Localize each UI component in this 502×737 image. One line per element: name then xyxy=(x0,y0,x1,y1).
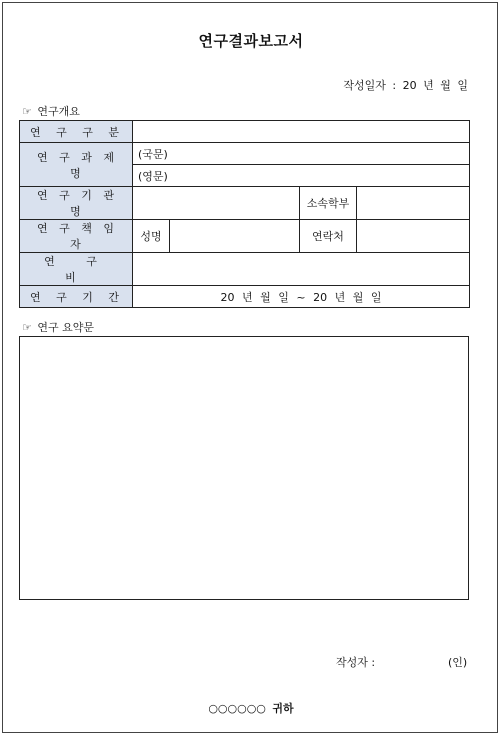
overview-label-text: 연구개요 xyxy=(37,105,80,118)
addressee-suffix: 귀하 xyxy=(272,702,294,715)
project-name-korean-cell[interactable] xyxy=(133,143,470,165)
pi-name-label: 성명 xyxy=(133,220,170,253)
english-name-label: (영문) xyxy=(138,169,168,183)
date-line: 작성일자 : 20 년 월 일 xyxy=(343,79,468,92)
research-overview-table xyxy=(19,120,470,308)
document-title: 연구결과보고서 xyxy=(198,32,304,50)
summary-textbox[interactable] xyxy=(19,336,469,600)
table-row xyxy=(20,121,470,143)
project-name-english-cell[interactable] xyxy=(133,165,470,187)
table-row xyxy=(20,286,470,308)
affiliation-label: 소속학부 xyxy=(300,187,357,220)
budget-header: 연 구 비 xyxy=(20,253,133,286)
summary-label-text: 연구 요약문 xyxy=(37,321,95,334)
table-row xyxy=(20,143,470,165)
signer-label: 작성자 : xyxy=(336,656,376,669)
table-row xyxy=(20,220,470,253)
institution-cell[interactable] xyxy=(133,187,300,220)
pointing-hand-icon: ☞ xyxy=(22,321,32,334)
period-header: 연 구 기 간 xyxy=(20,286,133,308)
contact-cell[interactable] xyxy=(357,220,470,253)
research-category-header: 연 구 구 분 xyxy=(20,121,133,143)
korean-name-label: (국문) xyxy=(138,147,168,161)
addressee xyxy=(0,700,502,716)
research-category-cell[interactable] xyxy=(133,121,470,143)
project-name-header: 연 구 과 제 명 xyxy=(20,143,133,187)
budget-cell[interactable] xyxy=(133,253,470,286)
institution-header: 연 구 기 관 명 xyxy=(20,187,133,220)
affiliation-cell[interactable] xyxy=(357,187,470,220)
table-row xyxy=(20,253,470,286)
principal-investigator-header: 연 구 책 임 자 xyxy=(20,220,133,253)
seal-label: (인) xyxy=(448,656,468,669)
contact-label: 연락처 xyxy=(300,220,357,253)
period-cell[interactable]: 20 년 월 일 ~ 20 년 월 일 xyxy=(133,286,470,308)
overview-section-label xyxy=(22,103,80,119)
addressee-name: ○○○○○○ xyxy=(208,702,266,715)
pointing-hand-icon: ☞ xyxy=(22,105,32,118)
summary-section-label xyxy=(22,319,94,335)
pi-name-cell[interactable] xyxy=(170,220,300,253)
table-row xyxy=(20,187,470,220)
